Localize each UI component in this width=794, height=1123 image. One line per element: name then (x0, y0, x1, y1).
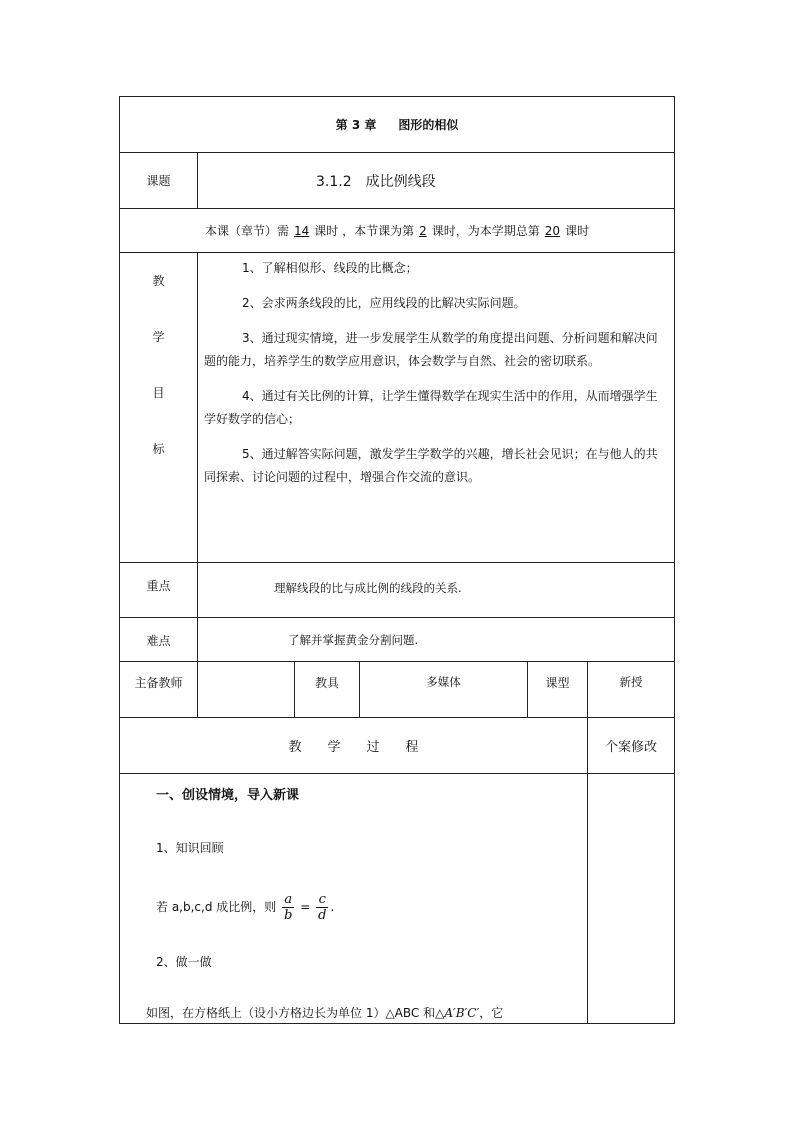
objective-item: 4、通过有关比例的计算，让学生懂得数学在现实生活中的作用，从而增强学生学好数学的信心； (204, 389, 658, 426)
fraction-numerator: a (282, 892, 294, 908)
key-point-row (120, 563, 675, 618)
title-row (120, 97, 675, 153)
tools-label: 教具 (295, 662, 360, 718)
hours-row (120, 209, 675, 253)
objectives-label-char: 教 (152, 274, 165, 288)
period: . (330, 900, 335, 914)
key-point-label: 重点 (120, 563, 198, 618)
objectives-list (198, 253, 675, 563)
objectives-label (120, 253, 198, 563)
key-point-value: 理解线段的比与成比例的线段的关系. (198, 563, 675, 618)
hours-cell (120, 209, 675, 253)
fraction-a-over-b (282, 892, 294, 923)
hours-mid1: 课时 ，本节课为第 (314, 224, 415, 238)
figure-statement (146, 1004, 587, 1021)
triangle-prime-label: A′B′C′ (444, 1006, 480, 1020)
objective-item: 2、会求两条线段的比，应用线段的比解决实际问题。 (242, 296, 526, 310)
fraction-denominator: b (284, 908, 293, 923)
difficulty-value: 了解并掌握黄金分割问题. (198, 618, 675, 662)
process-content (120, 774, 588, 1024)
difficulty-row (120, 618, 675, 662)
proportion-statement (156, 892, 587, 923)
process-row (120, 774, 675, 1024)
tools-value: 多媒体 (360, 662, 528, 718)
objectives-row (120, 253, 675, 563)
info-row (120, 662, 675, 718)
type-value: 新授 (588, 662, 675, 718)
objectives-label-char: 目 (152, 386, 165, 400)
hours-prefix: 本课（章节）需 (205, 224, 290, 238)
hours-current: 2 (419, 224, 427, 238)
revision-label: 个案修改 (588, 718, 675, 774)
process-item-try: 2、做一做 (156, 955, 212, 969)
difficulty-label: 难点 (120, 618, 198, 662)
hours-term: 20 (544, 224, 561, 238)
topic-value: 3.1.2 成比例线段 (198, 153, 675, 209)
chapter-number: 第 3 章 (335, 118, 377, 132)
fraction-denominator: d (318, 908, 327, 923)
objective-item: 1、了解相似形、线段的比概念； (242, 261, 418, 275)
objectives-label-char: 学 (152, 330, 165, 344)
objective-item: 5、通过解答实际问题，激发学生学数学的兴趣，增长社会见识；在与他人的共同探索、讨论问题的过程中，增强合作交流的意识。 (204, 447, 658, 484)
chapter-title: 图形的相似 (398, 118, 459, 132)
section-heading: 一、创设情境，导入新课 (156, 788, 300, 803)
equals-sign: = (300, 900, 311, 914)
fraction-c-over-d (316, 892, 328, 923)
process-header-row (120, 718, 675, 774)
process-title: 教 学 过 程 (120, 718, 588, 774)
topic-label: 课题 (120, 153, 198, 209)
process-item-recall: 1、知识回顾 (156, 841, 224, 855)
chapter-title-cell (120, 97, 675, 153)
figure-text: 如图，在方格纸上（设小方格边长为单位 1）△ABC 和△ (146, 1006, 445, 1020)
proportion-text: 若 a,b,c,d 成比例，则 (156, 900, 277, 914)
objective-item: 3、通过现实情境，进一步发展学生从数学的角度提出问题、分析问题和解决问题的能力，培养学生的数学应用意识，体会数学与自然、社会的密切联系。 (204, 331, 658, 368)
figure-tail: ，它 (479, 1006, 504, 1020)
type-label: 课型 (528, 662, 588, 718)
revision-column (588, 774, 675, 1024)
teacher-label: 主备教师 (120, 662, 198, 718)
hours-mid2: 课时，为本学期总第 (431, 224, 540, 238)
hours-total: 14 (294, 224, 310, 238)
lesson-plan-table (119, 96, 675, 1024)
hours-suffix: 课时 (565, 224, 590, 238)
objectives-label-char: 标 (152, 442, 165, 456)
fraction-numerator: c (316, 892, 328, 908)
teacher-value (198, 662, 295, 718)
topic-row (120, 153, 675, 209)
